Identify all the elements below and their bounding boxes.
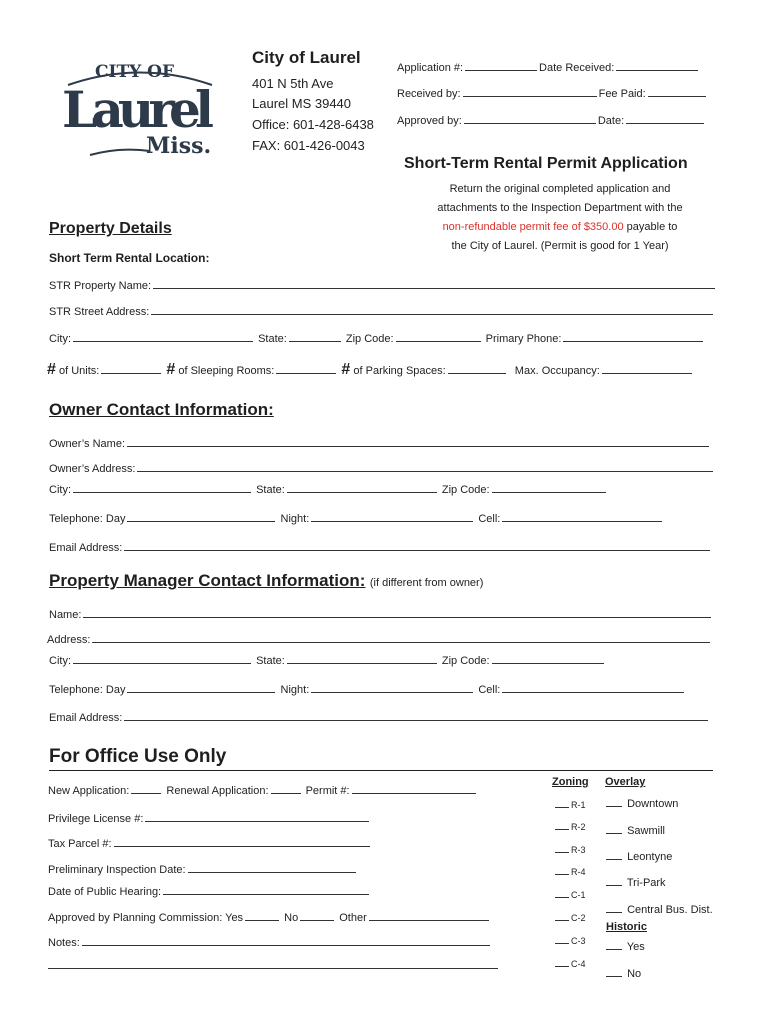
privilege-field[interactable] <box>145 810 369 822</box>
overlay-tri-park[interactable]: Tri-Park <box>604 874 666 889</box>
rooms-field[interactable] <box>276 362 336 374</box>
received-by-row <box>397 85 708 100</box>
parking-field[interactable] <box>448 362 506 374</box>
logo-text-main: Laurel <box>62 80 214 139</box>
str-phone-label: Primary Phone: <box>485 333 562 345</box>
org-fax: FAX: 601-426-0043 <box>252 138 365 153</box>
planning-yes-label: Approved by Planning Commission: Yes <box>48 912 244 924</box>
form-note-4: the City of Laurel. (Permit is good for 1 Year) <box>451 240 669 252</box>
manager-heading: Property Manager Contact Information: <box>49 571 366 590</box>
planning-no-label: No <box>284 912 299 924</box>
fee-paid-label: Fee Paid: <box>598 88 646 100</box>
permit-fee-text: non-refundable permit fee of $350.00 <box>442 221 624 233</box>
str-state-field[interactable] <box>289 330 341 342</box>
manager-email-row <box>49 709 710 724</box>
zoning-heading: Zoning <box>552 776 589 788</box>
owner-zip-label: Zip Code: <box>441 484 490 496</box>
owner-city-label: City: <box>49 484 71 496</box>
privilege-label: Privilege License #: <box>48 813 144 825</box>
form-note-1: Return the original completed application and <box>449 183 671 195</box>
logo-text-top: CITY OF <box>95 62 175 82</box>
str-street-field[interactable] <box>151 303 713 315</box>
manager-phone-row <box>49 681 686 696</box>
units-field[interactable] <box>101 362 161 374</box>
historic-yes[interactable]: Yes <box>604 938 645 953</box>
owner-day-phone-label: Telephone: Day <box>49 513 126 525</box>
planning-other-label: Other <box>339 912 367 924</box>
owner-city-row <box>49 481 608 496</box>
str-state-label: State: <box>258 333 287 345</box>
manager-state-field[interactable] <box>287 652 437 664</box>
owner-name-row <box>49 435 711 450</box>
manager-name-field[interactable] <box>83 606 711 618</box>
approved-date-label: Date: <box>597 115 625 127</box>
manager-address-label: Address: <box>47 634 91 646</box>
zoning-r3[interactable]: R-3 <box>553 841 586 855</box>
manager-email-field[interactable] <box>124 709 708 721</box>
str-city-field[interactable] <box>73 330 253 342</box>
planning-no-field[interactable] <box>300 909 334 921</box>
privilege-row <box>48 810 371 825</box>
form-note-3-tail: payable to <box>623 221 678 233</box>
tax-parcel-label: Tax Parcel #: <box>48 838 112 850</box>
units-label: of Units: <box>58 365 100 377</box>
received-by-label: Received by: <box>397 88 461 100</box>
approved-by-field[interactable] <box>464 112 596 124</box>
owner-state-label: State: <box>256 484 285 496</box>
logo-text-bottom: Miss. <box>146 133 212 159</box>
tax-parcel-field[interactable] <box>114 835 370 847</box>
manager-heading-row <box>49 571 483 591</box>
owner-day-phone-field[interactable] <box>127 510 275 522</box>
public-hearing-label: Date of Public Hearing: <box>48 886 162 898</box>
notes-field-2[interactable] <box>48 956 498 969</box>
permit-field[interactable] <box>352 782 476 794</box>
owner-address-row <box>49 460 715 475</box>
owner-email-field[interactable] <box>124 539 710 551</box>
manager-name-row <box>49 606 713 621</box>
manager-city-field[interactable] <box>73 652 251 664</box>
permit-label: Permit #: <box>305 785 350 797</box>
occupancy-field[interactable] <box>602 362 692 374</box>
historic-heading: Historic <box>606 921 647 933</box>
zoning-c4[interactable]: C-4 <box>553 955 586 969</box>
manager-name-label: Name: <box>49 609 82 621</box>
owner-address-label: Owner’s Address: <box>49 463 136 475</box>
owner-cell-label: Cell: <box>478 513 501 525</box>
notes-label: Notes: <box>48 937 80 949</box>
manager-state-label: State: <box>256 655 285 667</box>
manager-day-phone-field[interactable] <box>127 681 275 693</box>
renewal-label: Renewal Application: <box>166 785 269 797</box>
str-property-name-label: STR Property Name: <box>49 280 152 292</box>
owner-name-field[interactable] <box>127 435 709 447</box>
prelim-inspection-label: Preliminary Inspection Date: <box>48 864 186 876</box>
manager-zip-field[interactable] <box>492 652 604 664</box>
new-application-row <box>48 782 478 797</box>
zoning-c3[interactable]: C-3 <box>553 932 586 946</box>
str-zip-label: Zip Code: <box>345 333 394 345</box>
overlay-central-bus[interactable]: Central Bus. Dist. <box>604 901 713 916</box>
manager-night-phone-label: Night: <box>280 684 310 696</box>
parking-label: of Parking Spaces: <box>353 365 446 377</box>
planning-approval-row <box>48 909 491 924</box>
owner-email-label: Email Address: <box>49 542 123 554</box>
zoning-c2[interactable]: C-2 <box>553 909 586 923</box>
owner-zip-field[interactable] <box>492 481 606 493</box>
application-number-field[interactable] <box>465 59 537 71</box>
form-note-2: attachments to the Inspection Department with the <box>437 202 683 214</box>
planning-other-field[interactable] <box>369 909 489 921</box>
manager-cell-label: Cell: <box>478 684 501 696</box>
notes-field[interactable] <box>82 934 490 946</box>
date-received-field[interactable] <box>616 59 698 71</box>
units-hash-icon: # <box>47 361 56 378</box>
owner-email-row <box>49 539 712 554</box>
owner-night-phone-field[interactable] <box>311 510 473 522</box>
date-received-label: Date Received: <box>539 62 615 74</box>
str-property-name-row <box>49 277 717 292</box>
owner-heading: Owner Contact Information: <box>49 400 274 419</box>
approved-by-row <box>397 112 706 127</box>
overlay-leontyne[interactable]: Leontyne <box>604 848 672 863</box>
office-use-heading: For Office Use Only <box>49 746 227 767</box>
renewal-field[interactable] <box>271 782 301 794</box>
owner-state-field[interactable] <box>287 481 437 493</box>
str-street-label: STR Street Address: <box>49 306 150 318</box>
city-logo <box>60 55 220 160</box>
property-details-heading: Property Details <box>49 220 172 237</box>
owner-name-label: Owner’s Name: <box>49 438 126 450</box>
overlay-heading: Overlay <box>605 776 646 788</box>
approved-date-field[interactable] <box>626 112 704 124</box>
str-city-row <box>49 330 705 345</box>
planning-yes-field[interactable] <box>245 909 279 921</box>
rooms-label: of Sleeping Rooms: <box>178 365 275 377</box>
str-phone-field[interactable] <box>563 330 703 342</box>
parking-hash-icon: # <box>341 361 351 378</box>
owner-city-field[interactable] <box>73 481 251 493</box>
overlay-sawmill[interactable]: Sawmill <box>604 822 665 837</box>
str-street-row <box>49 303 715 318</box>
org-address-1: 401 N 5th Ave <box>252 76 334 91</box>
owner-night-phone-label: Night: <box>280 513 310 525</box>
prelim-inspection-field[interactable] <box>188 861 356 873</box>
occupancy-label: Max. Occupancy: <box>514 365 600 377</box>
received-by-field[interactable] <box>463 85 597 97</box>
prelim-inspection-row <box>48 861 358 876</box>
str-zip-field[interactable] <box>396 330 481 342</box>
rooms-hash-icon: # <box>166 361 176 378</box>
zoning-r4[interactable]: R-4 <box>553 863 586 877</box>
new-application-label: New Application: <box>48 785 130 797</box>
tax-parcel-row <box>48 835 372 850</box>
application-number-label: Application #: <box>397 62 464 74</box>
approved-by-label: Approved by: <box>397 115 462 127</box>
public-hearing-field[interactable] <box>163 883 369 895</box>
fee-paid-field[interactable] <box>648 85 706 97</box>
historic-no[interactable]: No <box>604 965 641 980</box>
form-title: Short-Term Rental Permit Application <box>404 155 688 172</box>
owner-address-field[interactable] <box>137 460 713 472</box>
owner-cell-field[interactable] <box>502 510 662 522</box>
application-number-row <box>397 59 700 74</box>
str-city-label: City: <box>49 333 71 345</box>
manager-day-phone-label: Telephone: Day <box>49 684 126 696</box>
org-office-phone: Office: 601-428-6438 <box>252 117 374 132</box>
str-property-name-field[interactable] <box>153 277 715 289</box>
notes-row <box>48 934 492 949</box>
public-hearing-row <box>48 883 371 898</box>
manager-email-label: Email Address: <box>49 712 123 724</box>
str-location-subheading: Short Term Rental Location: <box>49 251 210 265</box>
manager-cell-field[interactable] <box>502 681 684 693</box>
laurel-logo-icon <box>60 55 220 160</box>
zoning-c1[interactable]: C-1 <box>553 886 586 900</box>
zoning-r2[interactable]: R-2 <box>553 818 586 832</box>
owner-phone-row <box>49 510 664 525</box>
org-address-2: Laurel MS 39440 <box>252 96 352 111</box>
org-name: City of Laurel <box>252 48 361 67</box>
manager-zip-label: Zip Code: <box>441 655 490 667</box>
office-use-heading-row <box>49 746 713 771</box>
manager-city-row <box>49 652 606 667</box>
manager-address-row <box>47 631 712 646</box>
overlay-downtown[interactable]: Downtown <box>604 795 678 810</box>
manager-note: (if different from owner) <box>369 577 484 589</box>
zoning-r1[interactable]: R-1 <box>553 796 586 810</box>
manager-city-label: City: <box>49 655 71 667</box>
str-units-row <box>47 361 694 379</box>
manager-night-phone-field[interactable] <box>311 681 473 693</box>
form-note-3 <box>405 221 715 233</box>
manager-address-field[interactable] <box>92 631 710 643</box>
new-application-field[interactable] <box>131 782 161 794</box>
